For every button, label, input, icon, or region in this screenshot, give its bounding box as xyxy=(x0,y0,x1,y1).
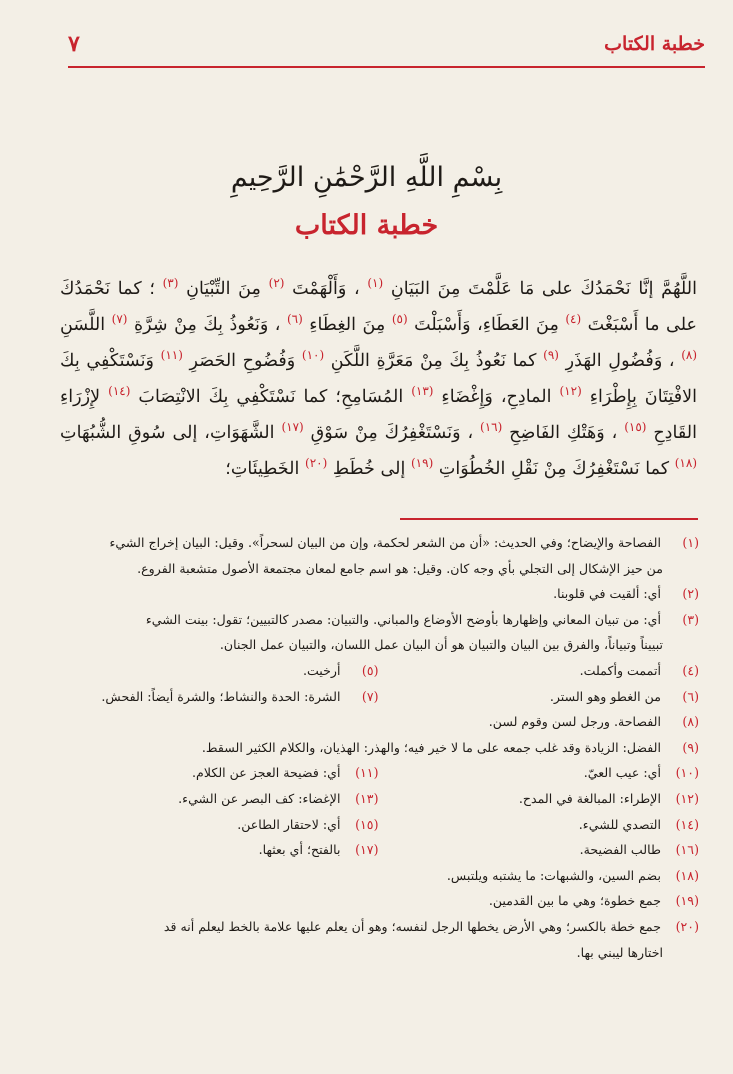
footnote-15 xyxy=(58,812,379,838)
text-segment: كما نَسْتَغْفِرُكَ مِنْ نَقْلِ الخُطُوَاتِ xyxy=(438,459,670,480)
text-segment: كما نَعُوذُ بِكَ مِنْ مَعَرَّةِ اللَّكَنِ xyxy=(330,350,537,371)
footnote-row xyxy=(58,837,699,863)
text-segment: ؛ كما نَحْمَدُكَ على ما أَسْبَغْتَ xyxy=(60,278,698,335)
footnote-row xyxy=(58,786,699,812)
footnote-reference: (١) xyxy=(367,276,384,290)
text-segment: ، وَهَتْكِ الفَاضِحِ xyxy=(509,423,618,444)
footnote-text: أتممت وأكملت. xyxy=(579,662,661,678)
footnote-number: (١٣) xyxy=(355,790,379,806)
text-segment: الشَّهَوَاتِ، إلى سُوقِ الشُّبُهَاتِ xyxy=(60,423,275,444)
footnote-text: التصدي للشيء. xyxy=(578,816,661,832)
text-segment: المادِحِ، وَإِغْضَاءِ xyxy=(441,387,552,408)
footnote-text: الإغضاء: كف البصر عن الشيء. xyxy=(178,790,341,806)
footnote-reference: (٧) xyxy=(111,312,128,327)
text-segment: ، وَنَعُوذُ بِكَ مِنْ شِرَّةِ xyxy=(133,314,281,335)
footnote-text: الإطراء: المبالغة في المدح. xyxy=(518,790,661,806)
footnote-4 xyxy=(379,658,700,684)
footnote-reference: (٩) xyxy=(543,348,559,363)
footnote-number: (١٦) xyxy=(675,842,699,858)
footnote-reference: (١٩) xyxy=(410,456,434,471)
footnote-18 xyxy=(58,863,699,889)
footnote-3-continued: تبييناً وتبياناً، والفرق بين البيان والتبيان هو أن البيان عمل اللسان، والتبيان عمل الجنان. xyxy=(219,637,663,653)
footnote-number: (١٨) xyxy=(675,867,699,883)
sermon-text xyxy=(60,268,697,484)
footnote-number: (١١) xyxy=(355,765,379,781)
footnote-text: أي: ألقيت في قلوبنا. xyxy=(553,586,661,602)
footnote-reference: (٢) xyxy=(268,276,285,290)
footnote-divider xyxy=(400,518,698,520)
text-segment: وَفُضُوحِ الحَصَرِ xyxy=(189,350,296,371)
text-segment: المُسَامِحِ؛ كما نَسْتَكْفِي بِكَ الانْتِصَابَ xyxy=(138,387,404,408)
footnote-number: (١٠) xyxy=(675,765,699,781)
text-segment: ، وَأَلْهَمْتَ xyxy=(292,278,360,299)
footnote-20-continued: اختارها ليبني بها. xyxy=(576,944,663,960)
footnote-text: أي: فضيحة العجز عن الكلام. xyxy=(192,765,341,781)
text-segment: مِنَ التِّبْيَانِ xyxy=(186,278,261,299)
footnote-row xyxy=(58,760,699,786)
footnote-19 xyxy=(58,888,699,914)
footnote-number: (٩) xyxy=(682,739,699,755)
footnote-number: (٧) xyxy=(361,688,379,704)
footnote-16 xyxy=(379,837,700,863)
text-segment: لإِزْرَاءِ القَادِحِ xyxy=(60,387,698,444)
footnote-1-continued: من حيز الإشكال إلى التجلي بأي وجه كان. وقيل: هو اسم جامع لمعان مجتمعة الأصول متشعبة الفروع. xyxy=(137,560,663,576)
text-segment: ، وَفُضُولِ الهَذَرِ xyxy=(565,350,675,371)
text-segment: اللَّسَنِ xyxy=(60,314,106,335)
footnote-reference: (١٦) xyxy=(480,420,503,435)
footnote-text: الشرة: الحدة والنشاط؛ والشرة أيضاً: الفحش. xyxy=(101,688,341,704)
footnote-number: (٨) xyxy=(682,714,699,730)
page-header xyxy=(68,22,705,68)
footnote-number: (٦) xyxy=(682,688,699,704)
footnote-reference: (٣) xyxy=(162,276,179,290)
footnote-text: الفضل: الزيادة وقد غلب جمعه على ما لا خير فيه؛ والهذر: الهذيان، والكلام الكثير السقط. xyxy=(201,739,661,755)
footnote-reference: (٥) xyxy=(391,312,408,327)
footnote-number: (١٩) xyxy=(675,893,699,909)
footnote-reference: (١٠) xyxy=(301,348,325,363)
footnote-reference: (١٥) xyxy=(624,420,647,435)
footnote-reference: (٤) xyxy=(565,312,582,327)
footnote-3 xyxy=(58,607,699,633)
footnote-9 xyxy=(58,735,699,761)
footnote-text: الفصاحة والإيضاح؛ وفي الحديث: «أن من الشعر لحكمة، وإن من البيان لسحراً». وقيل: البيان إخراج الشيء xyxy=(109,535,661,550)
section-title: خطبة الكتاب xyxy=(294,210,439,241)
footnote-reference: (١٤) xyxy=(108,384,131,399)
footnote-row xyxy=(58,658,699,684)
footnote-number: (٤) xyxy=(682,662,699,678)
footnote-text: أي: عيب العيّ. xyxy=(583,765,661,781)
text-segment: مِنَ الغِطَاءِ xyxy=(309,314,386,335)
footnote-number: (٣) xyxy=(682,611,699,627)
running-title: خطبة الكتاب xyxy=(604,33,705,55)
page-number: ٧ xyxy=(68,31,80,57)
footnotes xyxy=(58,530,699,965)
footnote-text: بالفتح؛ أي بعثها. xyxy=(258,842,341,858)
footnote-number: (٢٠) xyxy=(675,918,699,934)
footnote-11 xyxy=(58,760,379,786)
text-segment: اللَّهُمَّ إنَّا نَحْمَدُكَ على مَا عَلَّمْتَ مِنَ البَيَانِ xyxy=(390,278,698,299)
footnote-8 xyxy=(58,709,699,735)
footnote-reference: (١٣) xyxy=(411,384,434,399)
footnote-number: (٥) xyxy=(361,662,379,678)
text-segment: ، وَنَسْتَغْفِرُكَ مِنْ سَوْقِ xyxy=(310,423,474,444)
footnote-7 xyxy=(58,684,379,710)
footnote-12 xyxy=(379,786,700,812)
footnote-14 xyxy=(379,812,700,838)
footnote-text: جمع خطوة؛ وهي ما بين القدمين. xyxy=(488,893,661,909)
footnote-13 xyxy=(58,786,379,812)
text-segment: وَنَسْتَكْفِي بِكَ الافْتِتَانَ بِإِطْرَاءِ xyxy=(60,350,698,408)
footnote-text: بضم السين، والشبهات: ما يشتبه ويلتبس. xyxy=(446,867,661,883)
footnote-reference: (١٨) xyxy=(674,456,697,471)
footnote-text: طالب الفضيحة. xyxy=(579,842,661,858)
footnote-reference: (١٧) xyxy=(281,420,304,435)
text-segment: مِنَ العَطَاءِ، وَأَسْبَلْتَ xyxy=(414,314,559,335)
footnote-reference: (١٢) xyxy=(559,384,582,399)
footnote-17 xyxy=(58,837,379,863)
footnote-2 xyxy=(58,581,699,607)
footnote-number: (١٥) xyxy=(355,816,379,832)
footnote-1 xyxy=(58,530,699,556)
footnote-number: (١٧) xyxy=(355,842,379,858)
footnote-text: أي: لاحتقار الطاعن. xyxy=(237,816,341,832)
footnote-text: من الغطو وهو الستر. xyxy=(549,688,661,704)
footnote-reference: (١١) xyxy=(160,348,183,363)
footnote-row xyxy=(58,812,699,838)
footnote-number: (١٤) xyxy=(675,816,699,832)
footnote-10 xyxy=(379,760,700,786)
text-segment: الخَطِيئَاتِ؛ xyxy=(225,459,300,480)
footnote-reference: (٦) xyxy=(286,312,303,327)
footnote-text: جمع خطة بالكسر؛ وهي الأرض يخطها الرجل لنفسه؛ وهو أن يعلم عليها علامة بالخط ليعلم أنه قد xyxy=(163,918,661,934)
footnote-reference: (٨) xyxy=(681,348,698,363)
footnote-number: (١٢) xyxy=(675,790,699,806)
basmala: بِسْمِ اللَّهِ الرَّحْمَٰنِ الرَّحِيمِ xyxy=(230,162,503,193)
text-segment: إلى خُطَطِ xyxy=(332,459,406,480)
footnote-20 xyxy=(58,914,699,940)
footnote-number: (١) xyxy=(682,535,699,550)
footnote-text: أي: من تبيان المعاني وإظهارها بأوضح الأوضاع والمباني. والتبيان: مصدر كالتبيين؛ تقول: بينت الشيء xyxy=(145,611,661,627)
footnote-6 xyxy=(379,684,700,710)
footnote-text: أرخيت. xyxy=(302,662,341,678)
footnote-text: الفصاحة. ورجل لسن وقوم لسن. xyxy=(488,714,661,730)
footnote-reference: (٢٠) xyxy=(305,456,328,471)
footnote-number: (٢) xyxy=(682,586,699,602)
footnote-5 xyxy=(58,658,379,684)
footnote-row xyxy=(58,684,699,710)
